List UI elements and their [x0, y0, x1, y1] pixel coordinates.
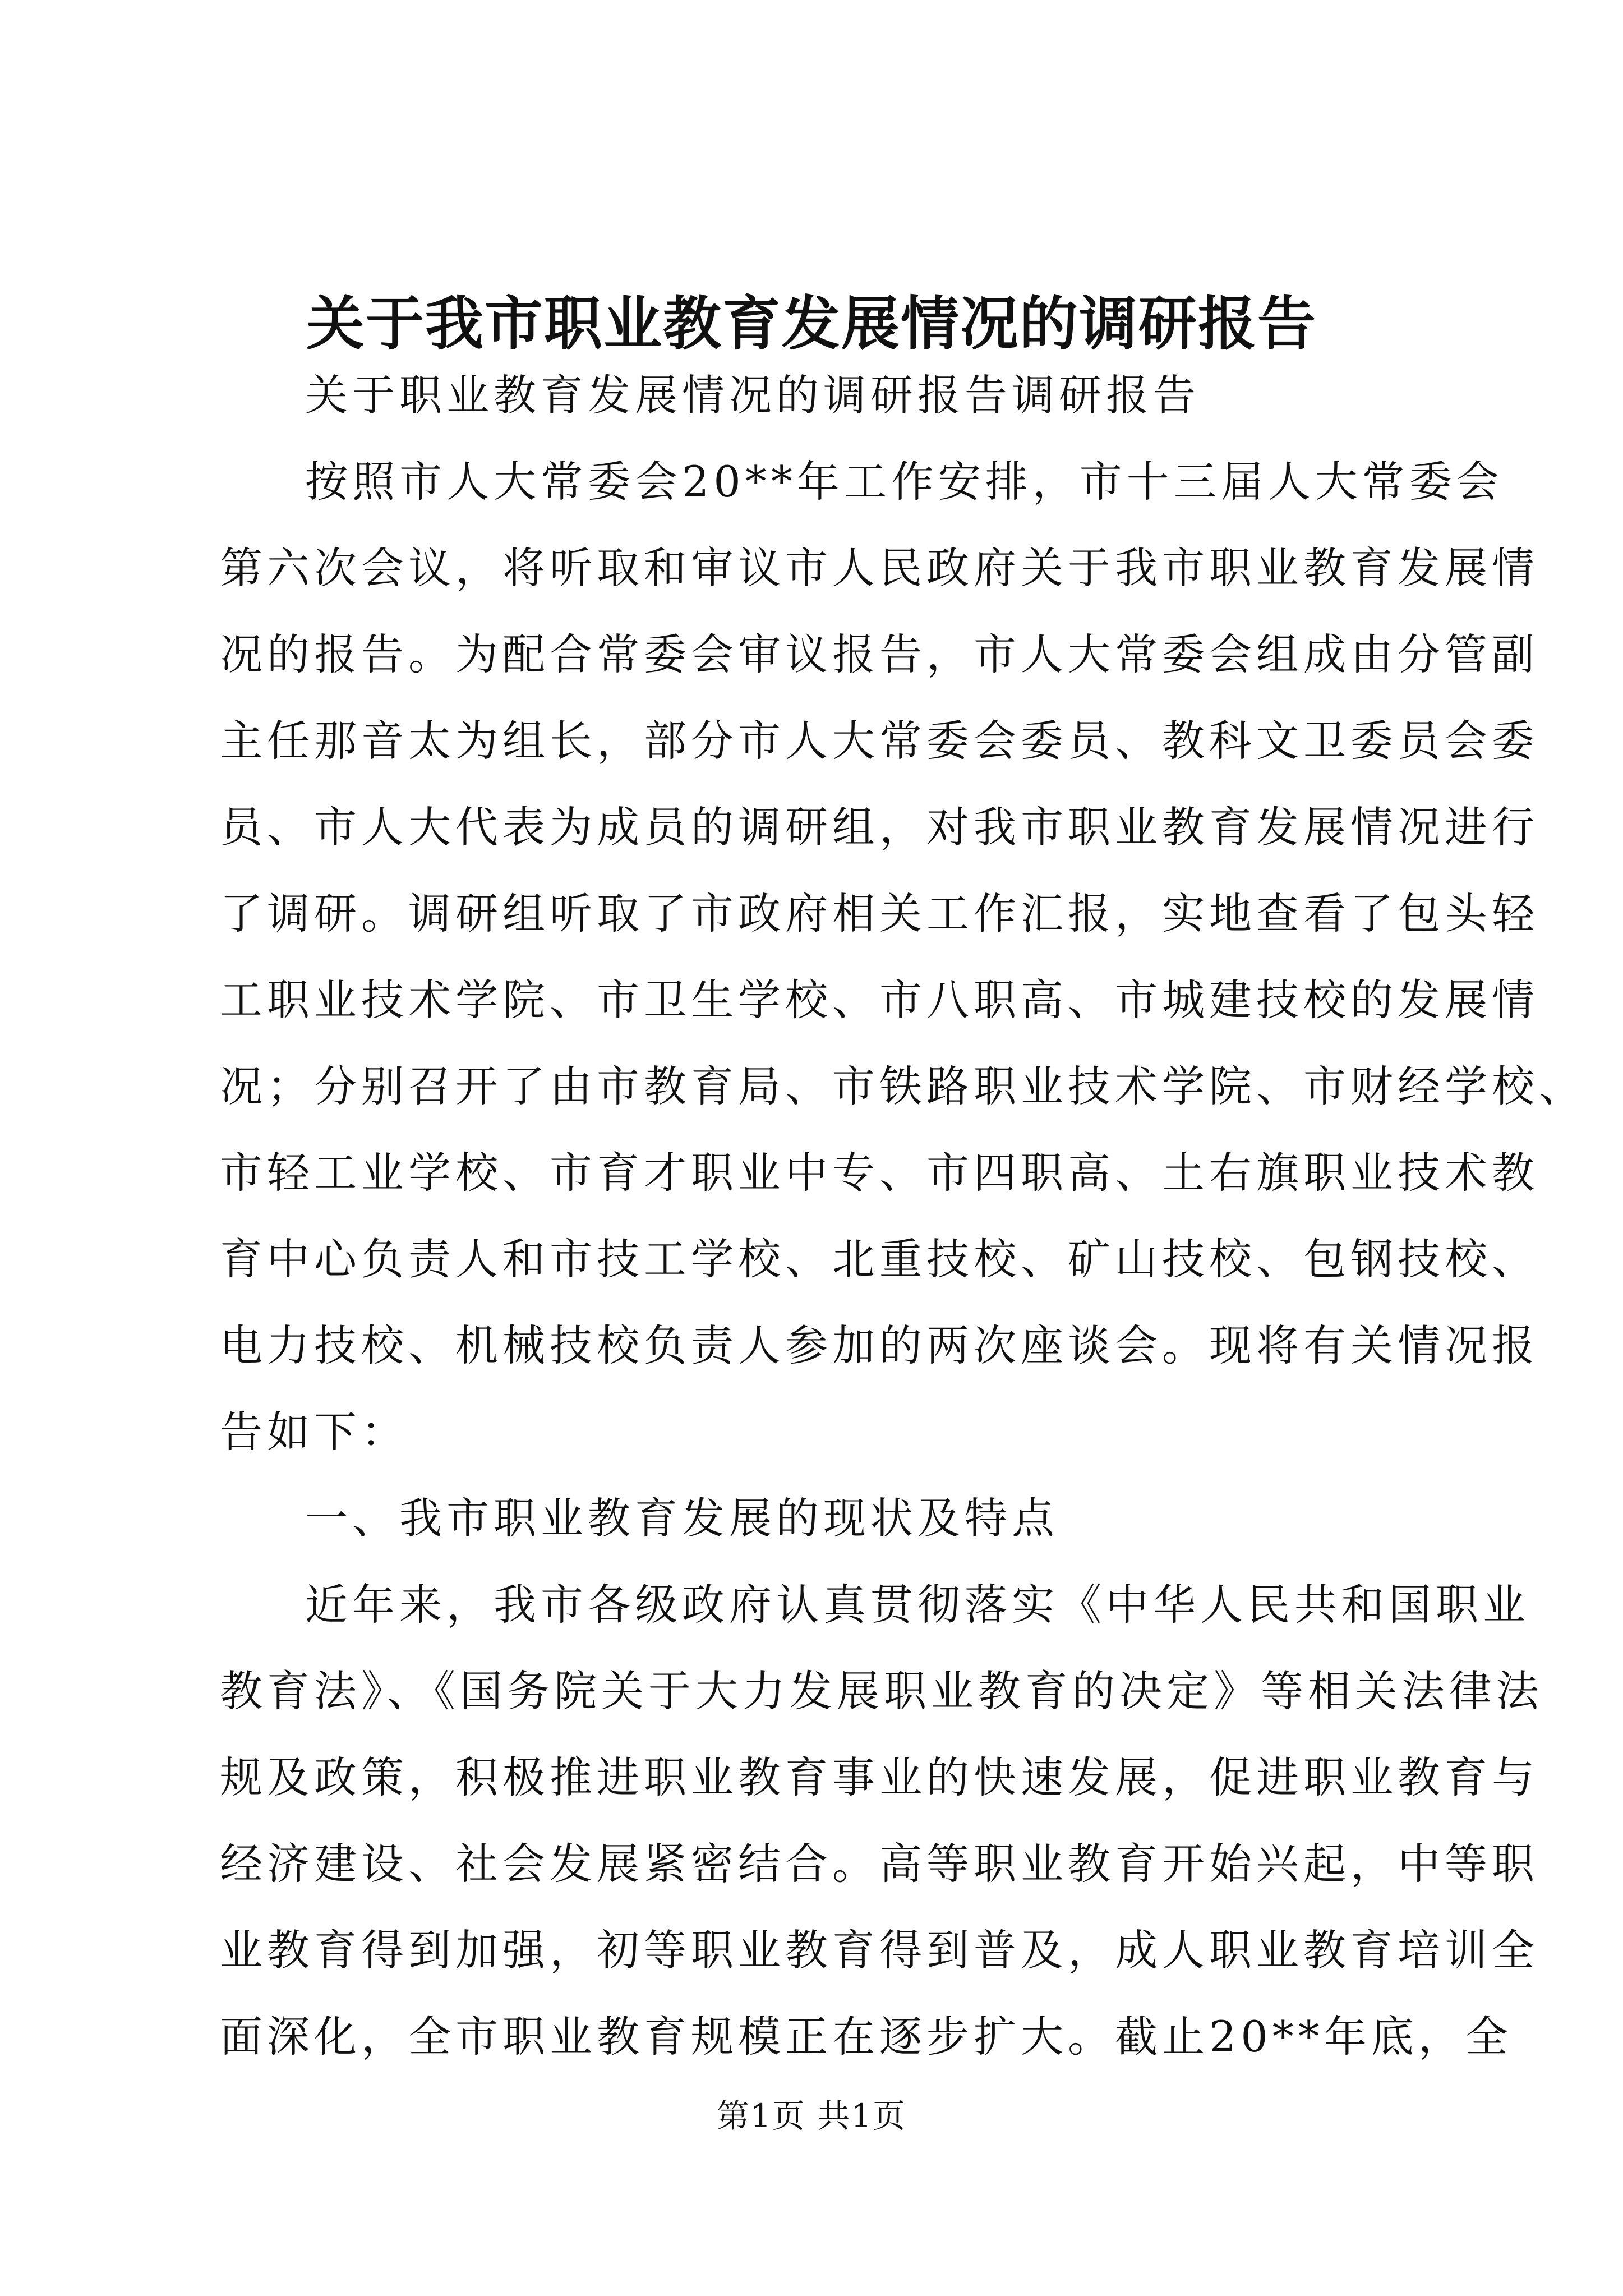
- text-line: 教育法》、《国务院关于大力发展职业教育的决定》等相关法律法: [220, 1666, 1543, 1716]
- section-heading: 一、我市职业教育发展的现状及特点: [305, 1493, 1059, 1543]
- document-body: [220, 352, 1586, 2080]
- text-line: 了调研。调研组听取了市政府相关工作汇报，实地查看了包头轻: [220, 889, 1539, 938]
- text-line: 经济建设、社会发展紧密结合。高等职业教育开始兴起，中等职: [220, 1839, 1539, 1889]
- text-line: 况的报告。为配合常委会审议报告，市人大常委会组成由分管副: [220, 629, 1539, 679]
- text-line: 告如下：: [220, 1407, 408, 1457]
- document-title: 关于我市职业教育发展情况的调研报告: [306, 289, 1317, 358]
- text-line: 按照市人大常委会20**年工作安排，市十三届人大常委会: [305, 457, 1504, 507]
- text-line: 主任那音太为组长，部分市人大常委会委员、教科文卫委员会委: [220, 716, 1539, 766]
- text-line: 市轻工业学校、市育才职业中专、市四职高、土右旗职业技术教: [220, 1148, 1539, 1198]
- text-line: 育中心负责人和市技工学校、北重技校、矿山技校、包钢技校、: [220, 1234, 1539, 1284]
- text-line: 第六次会议，将听取和审议市人民政府关于我市职业教育发展情: [220, 543, 1539, 593]
- text-line: 近年来，我市各级政府认真贯彻落实《中华人民共和国职业: [305, 1580, 1530, 1630]
- text-line: 面深化，全市职业教育规模正在逐步扩大。截止20**年底，全: [220, 2012, 1513, 2062]
- text-line: 电力技校、机械技校负责人参加的两次座谈会。现将有关情况报: [220, 1320, 1539, 1370]
- document-subtitle: 关于职业教育发展情况的调研报告调研报告: [305, 370, 1200, 420]
- text-line: 工职业技术学院、市卫生学校、市八职高、市城建技校的发展情: [220, 975, 1539, 1025]
- text-line: 规及政策，积极推进职业教育事业的快速发展，促进职业教育与: [220, 1752, 1539, 1802]
- paragraph-intro: [220, 439, 1586, 1475]
- page-footer: 第1页 共1页: [716, 2097, 907, 2135]
- text-line: 况；分别召开了由市教育局、市铁路职业技术学院、市财经学校、: [220, 1061, 1586, 1111]
- paragraph-status: [220, 1562, 1543, 2080]
- text-line: 员、市人大代表为成员的调研组，对我市职业教育发展情况进行: [220, 802, 1539, 852]
- text-line: 业教育得到加强，初等职业教育得到普及，成人职业教育培训全: [220, 1925, 1539, 1975]
